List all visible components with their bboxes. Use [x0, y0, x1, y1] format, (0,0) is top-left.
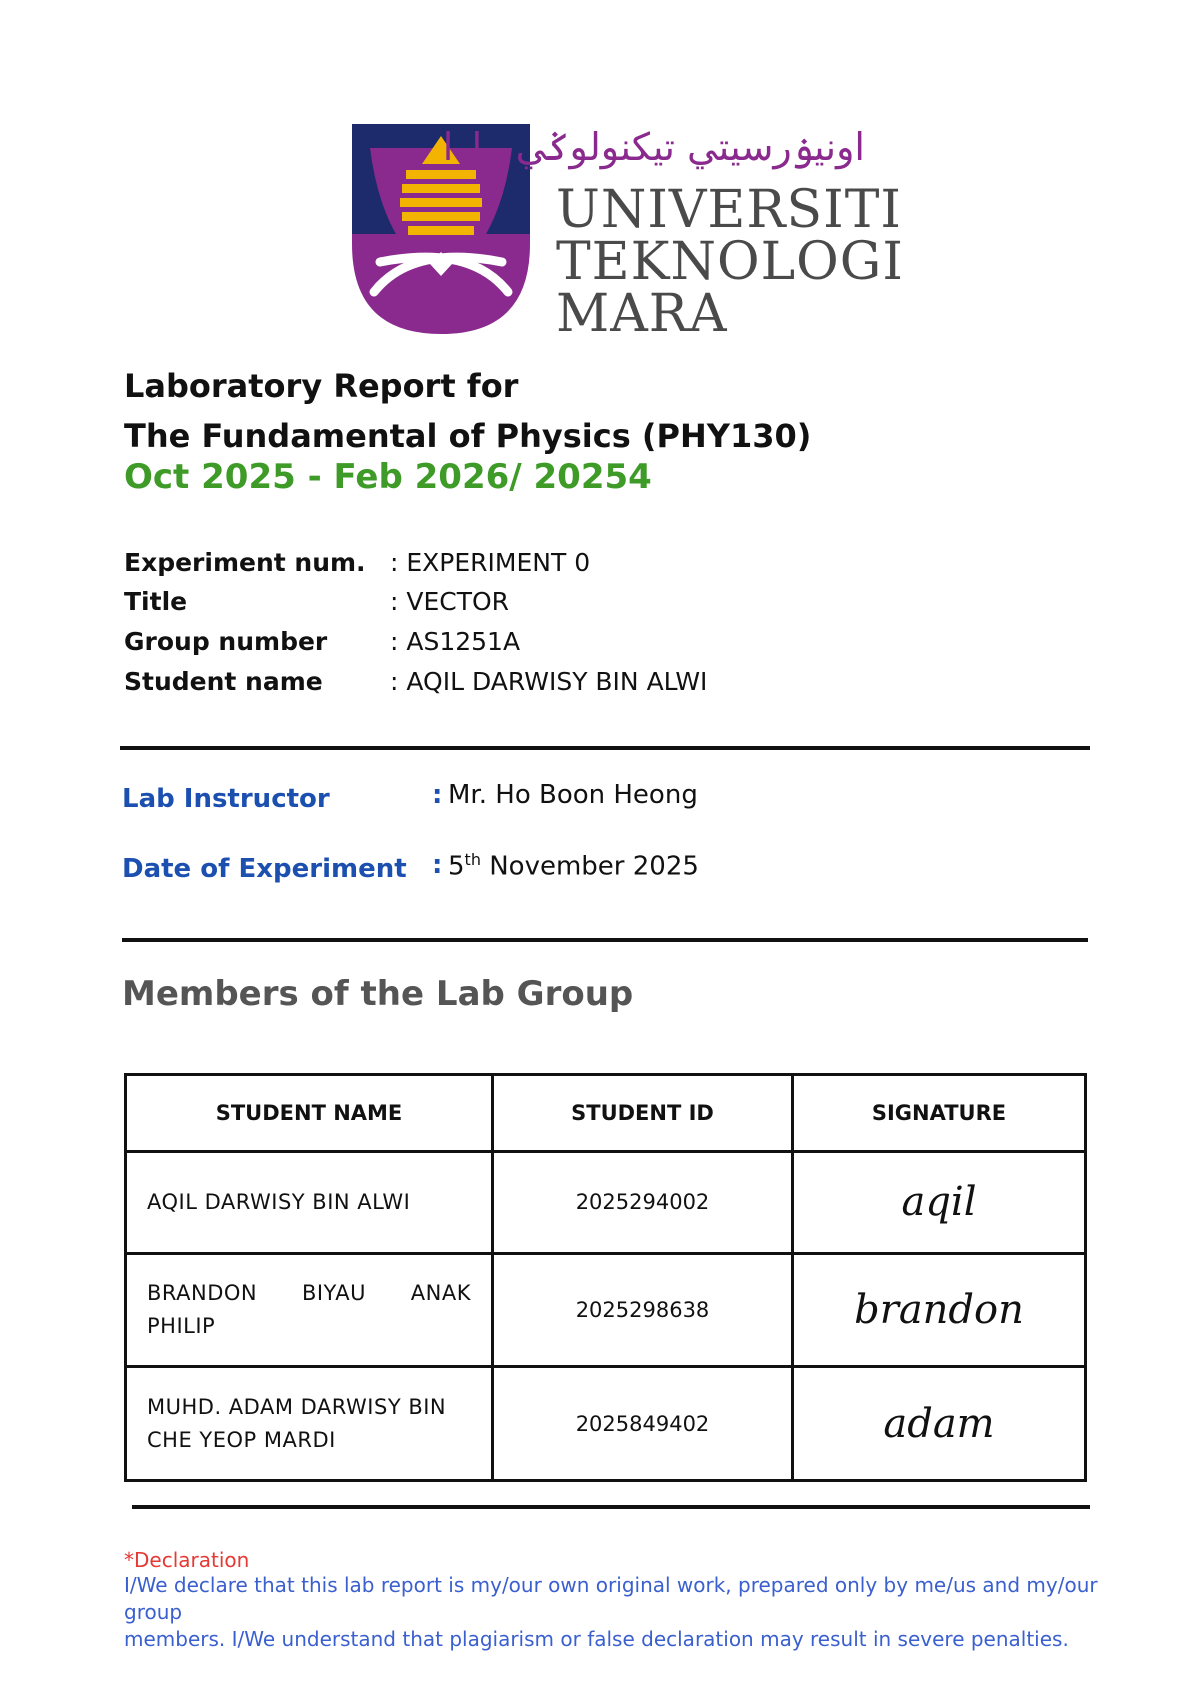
lab-instructor-value: Mr. Ho Boon Heong: [448, 780, 698, 810]
date-of-experiment-label: Date of Experiment: [122, 854, 407, 884]
divider: [122, 938, 1088, 942]
table-row: [126, 1253, 1086, 1367]
report-heading-line1: Laboratory Report for: [124, 367, 519, 405]
members-table: [124, 1073, 1087, 1482]
title-value: : VECTOR: [390, 587, 510, 616]
member-id: 2025298638: [493, 1253, 793, 1367]
column-header-student-id: STUDENT ID: [493, 1075, 793, 1152]
student-name-value: : AQIL DARWISY BIN ALWI: [390, 667, 708, 696]
lab-instructor-label: Lab Instructor: [122, 784, 330, 814]
declaration-heading: *Declaration: [124, 1548, 250, 1572]
table-row: [126, 1152, 1086, 1254]
table-row: [126, 1367, 1086, 1481]
divider: [132, 1505, 1090, 1509]
members-title: Members of the Lab Group: [122, 974, 634, 1014]
member-id: 2025849402: [493, 1367, 793, 1481]
member-name: MUHD. ADAM DARWISY BIN CHE YEOP MARDI: [126, 1367, 493, 1481]
signature-aqil: aqil: [901, 1179, 977, 1226]
group-number-label: Group number: [124, 627, 328, 656]
report-heading-course: The Fundamental of Physics (PHY130): [124, 417, 812, 455]
column-header-student-name: STUDENT NAME: [126, 1075, 493, 1152]
declaration-body: [124, 1572, 1114, 1653]
member-signature: [793, 1152, 1086, 1254]
member-name: BRANDON BIYAU ANAK PHILIP: [126, 1253, 493, 1367]
member-name: AQIL DARWISY BIN ALWI: [126, 1152, 493, 1254]
logo-text-universiti: UNIVERSITI: [556, 180, 902, 240]
column-header-signature: SIGNATURE: [793, 1075, 1086, 1152]
lab-instructor-colon: :: [432, 780, 443, 810]
logo-text-mara: MARA: [556, 284, 728, 344]
member-signature: [793, 1253, 1086, 1367]
title-label: Title: [124, 587, 188, 616]
student-name-label: Student name: [124, 667, 323, 696]
logo-text-teknologi: TEKNOLOGI: [556, 232, 904, 292]
declaration-line-2: members. I/We understand that plagiarism or false declaration may result in severe penalties.: [124, 1627, 1069, 1651]
experiment-num-label: Experiment num.: [124, 548, 366, 577]
member-signature: [793, 1367, 1086, 1481]
date-colon: :: [432, 850, 443, 880]
table-header-row: [126, 1075, 1086, 1152]
jawi-script: اونيۏرسيتي تيكنولوݢي مارا: [442, 125, 865, 169]
date-day: 5: [448, 851, 465, 882]
date-rest: November 2025: [480, 851, 699, 882]
declaration-line-1: I/We declare that this lab report is my/our own original work, prepared only by me/us and my/our group: [124, 1573, 1098, 1624]
member-id: 2025294002: [493, 1152, 793, 1254]
signature-adam: adam: [883, 1400, 995, 1447]
divider: [120, 746, 1090, 750]
experiment-num-value: : EXPERIMENT 0: [390, 548, 591, 577]
date-suffix: th: [464, 850, 481, 869]
date-of-experiment-value: [448, 852, 699, 880]
group-number-value: : AS1251A: [390, 627, 521, 656]
signature-brandon: brandon: [854, 1286, 1024, 1333]
report-session: Oct 2025 - Feb 2026/ 20254: [124, 457, 652, 497]
